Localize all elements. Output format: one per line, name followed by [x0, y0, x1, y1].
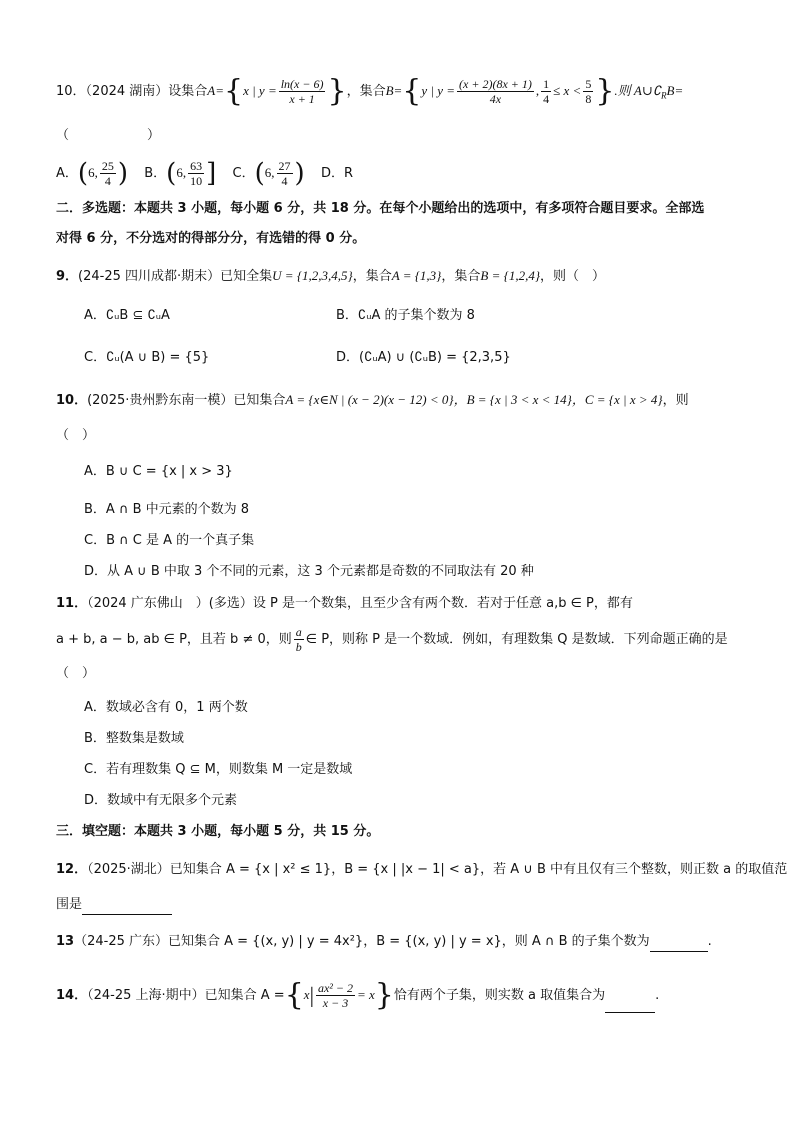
q10a-source: （2024 湖南）设集合: [85, 84, 208, 99]
q12-line2-text: 围是: [56, 897, 83, 912]
q10a-option-b-left: 6,: [176, 165, 187, 180]
q11-line2: [56, 624, 728, 656]
q10b-paren: （ ）: [56, 428, 96, 443]
q10a-option-a-label: A．: [56, 166, 78, 181]
q13-line: [56, 932, 712, 952]
q14-answer-blank[interactable]: [605, 998, 655, 1013]
q10a-option-b-frac: [188, 159, 204, 188]
brace-close: }: [374, 977, 394, 1013]
q9-tail: ，则（ ）: [540, 269, 606, 284]
q10a-set-b-label: B=: [385, 83, 403, 98]
q10a-set-b-fraction: [457, 77, 534, 106]
q11-option-a: A．数域必含有 0，1 两个数: [84, 700, 248, 715]
q10a-tail: .则 A∪∁: [614, 83, 662, 98]
q9-universal-set: U = {1,2,3,4,5}: [272, 268, 353, 283]
q9-set-b: B = {1,2,4}: [480, 268, 541, 283]
frac-num: 63: [190, 159, 203, 173]
q10a-lower-bound: [541, 77, 551, 106]
frac-den: 10: [190, 174, 203, 188]
q11-number: 11．: [56, 596, 88, 611]
q10b-option-d: D．从 A ∪ B 中取 3 个不同的元素，这 3 个元素都是奇数的不同取法有 20 种: [84, 564, 534, 579]
frac-num: 25: [101, 159, 114, 173]
q14-end: .: [655, 988, 660, 1003]
q11-line1: [56, 594, 633, 614]
frac-den: b: [295, 640, 302, 654]
frac-num: ax² − 2: [317, 981, 353, 995]
frac-den: 4: [543, 92, 550, 106]
q10b-number: 10．: [56, 393, 88, 408]
q13-end: .: [707, 934, 712, 949]
paren-close: ): [294, 158, 305, 189]
brace-open: {: [223, 73, 244, 109]
q9-stem: [56, 266, 605, 287]
q11-line2a: a + b, a − b, ab ∈ P，且若 b ≠ 0，则: [56, 632, 292, 647]
q10b-option-b: B．A ∩ B 中元素的个数为 8: [84, 502, 250, 517]
q14-fraction: [316, 981, 355, 1010]
section-2-heading-line2: 对得 6 分，不分选对的得部分分，有选错的得 0 分。: [56, 231, 366, 246]
section-3-heading: 三．填空题：本题共 3 小题，每小题 5 分，共 15 分。: [56, 824, 380, 839]
q10b-source: (2025·贵州黔东南一模）已知集合: [87, 393, 286, 408]
q9-source: (24-25 四川成都·期末）已知全集: [78, 269, 273, 284]
frac-num: 5: [585, 77, 592, 91]
q13-number: 13: [56, 934, 75, 949]
q14-source: （24-25 上海·期中）已知集合 A =: [87, 988, 285, 1003]
q13-text: （24-25 广东）已知集合 A = {(x, y) | y = 4x²}，B = {(x, y) | y = x}，则 A ∩ B 的子集个数为: [74, 934, 650, 949]
brace-close: }: [327, 73, 347, 109]
q10b-option-c: C．B ∩ C 是 A 的一个真子集: [84, 533, 255, 548]
frac-den: 4: [104, 174, 111, 188]
paren-open: (: [77, 158, 89, 189]
brace-close: }: [595, 73, 615, 109]
paren-open: (: [254, 158, 265, 189]
q11-fraction: [294, 625, 304, 654]
frac-den: 4x: [489, 92, 502, 106]
q10a-stem: 10．（2024 湖南）设集合A={x | y = $\frac{\ln(x - 6)}{x + 1}$ }，集合B={y | y = $\frac{(x + 2)(8x + 1)}{4x}$ , $\frac{1}{4}$ ≤ x < $\frac{5}{8}$ }.则 $A\cup∁_RB=$: [56, 73, 684, 109]
q9-option-a: A．∁ᵤB ⊆ ∁ᵤA: [84, 308, 170, 323]
q10a-paren: （ ）: [56, 128, 161, 143]
frac-den: x − 3: [322, 996, 349, 1010]
frac-num: a: [295, 625, 302, 639]
q10a-option-c-label: C．: [232, 166, 255, 181]
q11-option-d: D．数域中有无限多个元素: [84, 793, 238, 808]
q10a-option-c-left: 6,: [264, 165, 275, 180]
q14-eq: = x: [357, 987, 375, 1002]
q10a-option-d: D．R: [320, 166, 353, 181]
q10a-set-a-body: x | y =: [243, 83, 277, 98]
brace-open: {: [402, 73, 422, 109]
q10a-option-a-frac: [100, 159, 116, 188]
q14-number: 14．: [56, 988, 88, 1003]
section-2-heading-line1: 二．多选题：本题共 3 小题，每小题 6 分，共 18 分。在每个小题给出的选项中，有多项符合题目要求。全部选: [56, 201, 705, 216]
q10b-tail: ，则: [662, 393, 689, 408]
q10a-ineq: ≤ x <: [553, 83, 582, 98]
frac-den: 4: [281, 174, 288, 188]
q10a-option-b-label: B．: [144, 166, 167, 181]
q12-answer-blank[interactable]: [82, 900, 172, 915]
q10b-set-a: A = {x∈N | (x − 2)(x − 12) < 0}: [285, 392, 454, 407]
q9-option-b: B．∁ᵤA 的子集个数为 8: [336, 308, 475, 323]
frac-den: x + 1: [289, 92, 315, 106]
q10b-stem: [56, 390, 689, 411]
bar: |: [309, 982, 314, 1008]
frac-num: (x + 2)(8x + 1): [459, 77, 532, 91]
q12-line2: [56, 895, 172, 915]
q14-line: [56, 978, 659, 1013]
q10a-tail-sub: R: [661, 90, 667, 101]
q10b-set-b: ，B = {x | 3 < x < 14}: [453, 392, 572, 407]
q10a-tail2: B=: [666, 83, 684, 98]
q13-answer-blank[interactable]: [650, 937, 708, 952]
q11-line2b: ∈ P，则称 P 是一个数域．例如，有理数集 Q 是数域．下列命题正确的是: [305, 632, 728, 647]
q10b-option-a: A．B ∪ C = {x | x > 3}: [84, 464, 233, 479]
q9-mid2: ，集合: [441, 269, 481, 284]
q10b-set-c: ，C = {x | x > 4}: [571, 392, 663, 407]
q10a-option-a-left: 6,: [88, 165, 98, 180]
q10a-set-a-label: A=: [207, 83, 224, 98]
q12-number: 12．: [56, 862, 88, 877]
q10a-upper-bound: [583, 77, 593, 106]
q9-number: 9．: [56, 269, 79, 284]
bracket-close: ]: [206, 158, 217, 189]
q9-option-c: C．∁ᵤ(A ∪ B) = {5}: [84, 350, 210, 365]
q14-tail: 恰有两个子集，则实数 a 取值集合为: [393, 988, 606, 1003]
frac-num: ln(x − 6): [280, 77, 324, 91]
q10a-options: [56, 156, 353, 191]
q14-set-var: x: [303, 987, 310, 1002]
frac-num: 1: [543, 77, 550, 91]
q10a-set-a-fraction: [279, 77, 326, 106]
q11-line1-text: （2024 广东佛山 ）(多选）设 P 是一个数集，且至少含有两个数．若对于任意 a,b ∈ P，都有: [87, 596, 633, 611]
q9-option-d: D．(∁ᵤA) ∪ (∁ᵤB) = {2,3,5}: [336, 350, 511, 365]
q12-line1: [56, 860, 787, 880]
paren-close: ): [117, 158, 128, 189]
q11-option-c: C．若有理数集 Q ⊆ M，则数集 M 一定是数域: [84, 762, 353, 777]
q12-line1-text: （2025·湖北）已知集合 A = {x | x² ≤ 1}，B = {x | |x − 1| < a}，若 A ∪ B 中有且仅有三个整数，则正数 a 的取值范: [87, 862, 788, 877]
q9-set-a: A = {1,3}: [391, 268, 442, 283]
q11-paren: （ ）: [56, 666, 96, 681]
brace-open: {: [284, 977, 304, 1013]
frac-den: 8: [585, 92, 592, 106]
q10a-number: 10．: [56, 84, 86, 99]
q9-mid1: ，集合: [352, 269, 392, 284]
q10a-option-c-frac: [277, 159, 293, 188]
q10a-mid-text: ，集合: [346, 84, 386, 99]
paren-open: (: [166, 158, 177, 189]
q10a-set-b-body: y | y =: [421, 83, 456, 98]
q11-option-b: B．整数集是数域: [84, 731, 184, 746]
frac-num: 27: [278, 159, 291, 173]
